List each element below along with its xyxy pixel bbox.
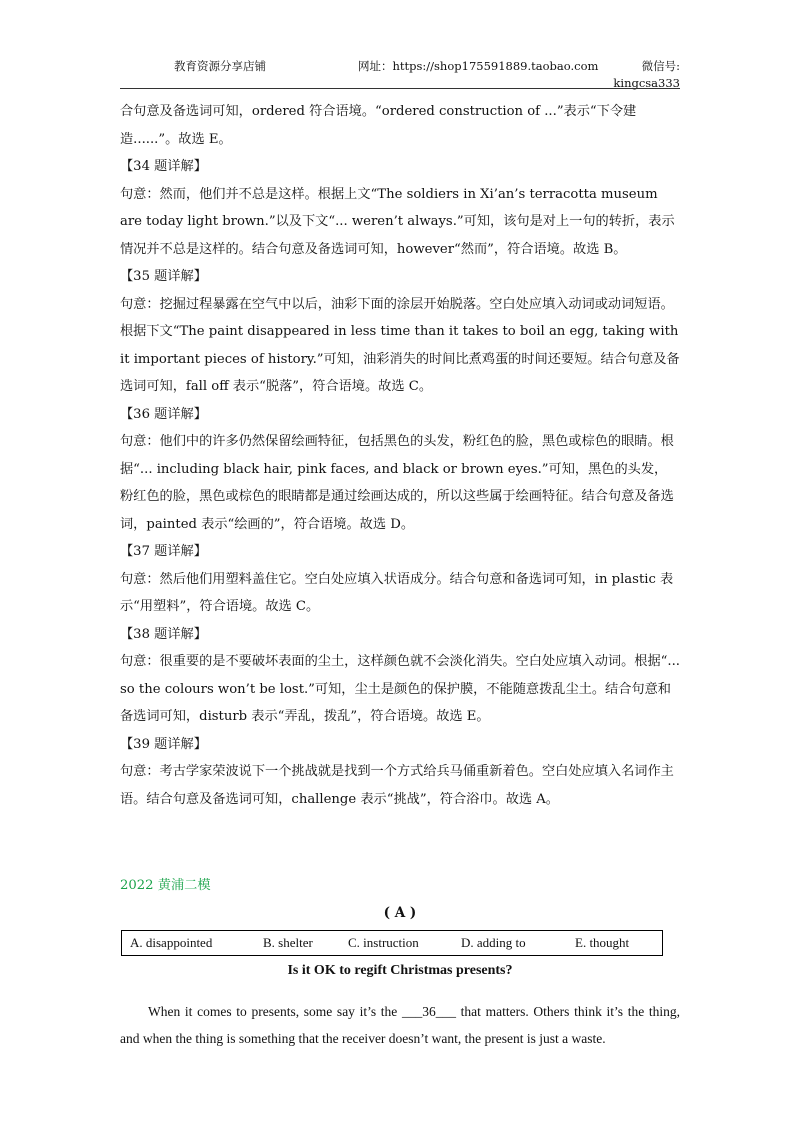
option-c: C. instruction xyxy=(348,935,419,950)
paragraph: 合句意及备选词可知，ordered 符合语境。“ordered construction of ...”表示“下令建造......”。故选 E。 xyxy=(120,104,637,147)
paragraph: 句意：然后他们用塑料盖住它。空白处应填入状语成分。结合句意和备选词可知，in plastic 表示“用塑料”，符合语境。故选 C。 xyxy=(120,571,674,614)
question-heading: 【38 题详解】 xyxy=(120,626,207,642)
wechat-info xyxy=(613,58,680,92)
header-divider xyxy=(120,88,680,89)
section-label: ( A ) xyxy=(383,905,417,921)
passage-text-after: that matters. Others think it’s the thing, and when the thing is something that the receiver doesn’t want, the present is just a waste. xyxy=(120,1003,680,1046)
passage-title: Is it OK to regift Christmas presents? xyxy=(287,963,513,978)
shop-name: 教育资源分享店铺 xyxy=(174,59,266,73)
question-heading: 【34 题详解】 xyxy=(120,159,207,174)
paragraph: 句意：挖掘过程暴露在空气中以后，油彩下面的涂层开始脱落。空白处应填入动词或动词短语。根据下文“The paint disappeared in less time than it takes to boil an egg, taking with it important pieces of history.”可知，油彩消失的时间比煮鸡蛋的时间还要短。结合句意及备选词可知，fall off 表示“脱落”，符合语境。故选 C。 xyxy=(120,296,680,394)
option-a: A. disappointed xyxy=(130,935,213,950)
paragraph: 句意：考古学家荣波说下一个挑战就是找到一个方式给兵马俑重新着色。空白处应填入名词作主语。结合句意及备选词可知，challenge 表示“挑战”，符合浴巾。故选 A。 xyxy=(120,764,674,807)
shop-url[interactable]: 网址：https://shop175591889.taobao.com xyxy=(358,59,599,73)
option-e: E. thought xyxy=(575,935,630,950)
blank-36: ___36___ xyxy=(401,1003,456,1019)
wechat-label: 微信号: xyxy=(641,59,680,73)
exam-source: 2022 黄浦二模 xyxy=(120,878,211,893)
word-options-box xyxy=(121,930,663,956)
option-b: B. shelter xyxy=(263,935,313,950)
option-d: D. adding to xyxy=(461,935,526,950)
explanation-body xyxy=(120,98,680,813)
passage-paragraph xyxy=(120,998,680,1052)
paragraph: 句意：很重要的是不要破坏表面的尘土，这样颜色就不会淡化消失。空白处应填入动词。根据“... so the colours won’t be lost.”可知，尘土是颜色的保护膜，不能随意拨乱尘土。结合句意和备选词可知，disturb 表示“弄乱，拨乱”，符合语境。故选 E。 xyxy=(120,654,681,724)
paragraph: 句意：他们中的许多仍然保留绘画特征，包括黑色的头发，粉红色的脸，黑色或棕色的眼睛。根据“... including black hair, pink faces, and black or brown eyes.”可知，黑色的头发，粉红色的脸，黑色或棕色的眼睛都是通过绘画达成的，所以这些属于绘画特征。结合句意及备选词，painted 表示“绘画的”，符合语境。故选 D。 xyxy=(120,434,674,532)
passage-text-before: When it comes to presents, some say it’s the xyxy=(148,1003,402,1019)
paragraph: 句意：然而，他们并不总是这样。根据上文“The soldiers in Xi’an’s terracotta museum are today light brown.”以及下文“... weren’t always.”可知，该句是对上一句的转折，表示情况并不总是这样的。结合句意及备选词可知，however“然而”，符合语境。故选 B。 xyxy=(120,186,675,257)
question-heading: 【35 题详解】 xyxy=(120,269,207,284)
question-heading: 【36 题详解】 xyxy=(120,406,207,422)
question-heading: 【39 题详解】 xyxy=(120,736,207,752)
page-header xyxy=(120,52,680,88)
question-heading: 【37 题详解】 xyxy=(120,544,207,559)
wechat-id: kingcsa333 xyxy=(613,76,680,90)
